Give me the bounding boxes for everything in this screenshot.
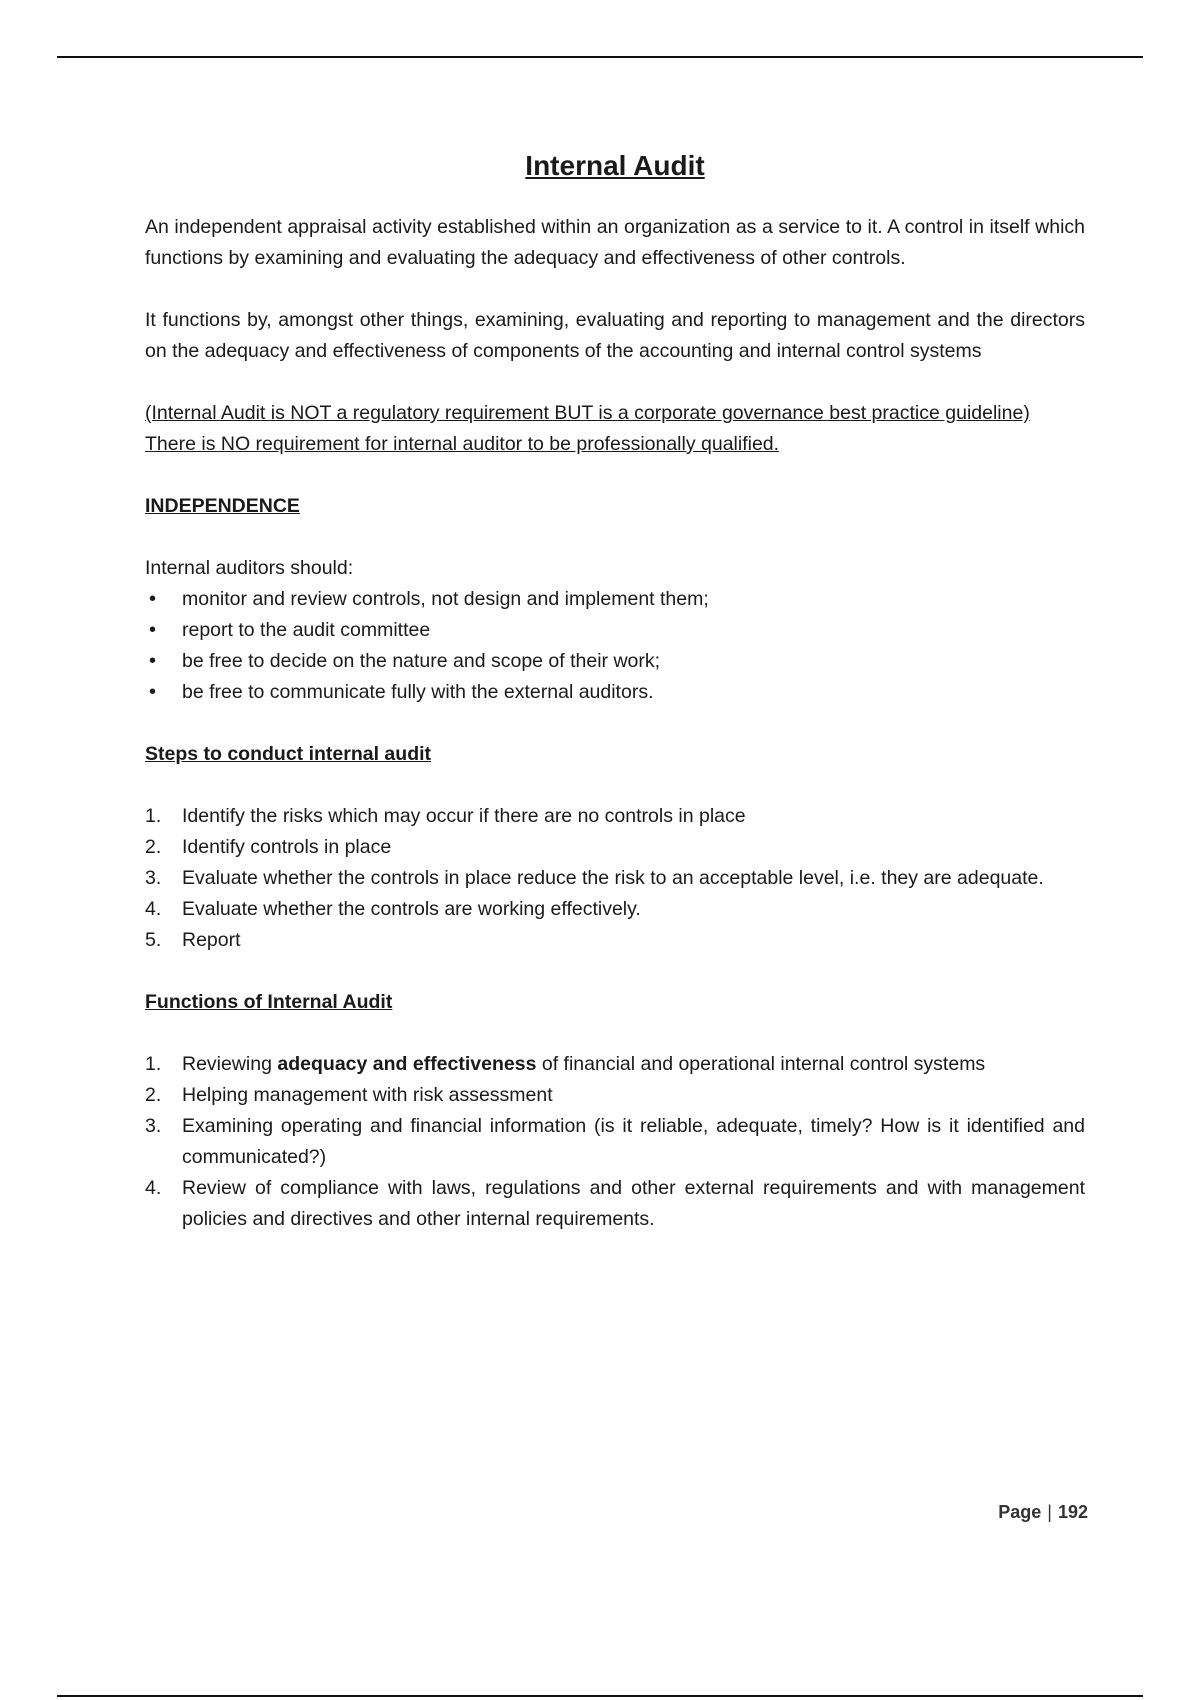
list-item: [145, 1080, 1085, 1111]
list-number: 3.: [145, 867, 162, 889]
list-item: • be free to communicate fully with the external auditors.: [145, 677, 1085, 708]
intro-paragraph-2: It functions by, amongst other things, examining, evaluating and reporting to management and the directors on the adequacy and effectiveness of components of the accounting and internal control systems: [145, 309, 1085, 362]
intro-paragraph-1: An independent appraisal activity established within an organization as a service to it. A control in itself which functions by examining and evaluating the adequacy and effectiveness of other controls.: [145, 216, 1085, 269]
list-number: 1.: [145, 1053, 162, 1075]
list-item: [145, 832, 1085, 863]
independence-list: [145, 584, 1085, 708]
list-text: Helping management with risk assessment: [182, 1084, 553, 1106]
header-rule: [57, 56, 1143, 58]
note-text-1: (Internal Audit is NOT a regulatory requirement BUT is a corporate governance best practice guideline): [145, 402, 1030, 424]
page-title: Internal Audit: [525, 150, 705, 181]
page-number: [998, 1502, 1088, 1523]
list-item: [145, 801, 1085, 832]
list-number: 3.: [145, 1115, 162, 1137]
list-text: Identify controls in place: [182, 836, 392, 858]
list-item: • monitor and review controls, not design and implement them;: [145, 584, 1085, 615]
independence-heading-line: [145, 491, 1085, 522]
list-item: • be free to decide on the nature and scope of their work;: [145, 646, 1085, 677]
list-text: Evaluate whether the controls are working effectively.: [182, 898, 641, 920]
steps-list: [145, 801, 1085, 956]
functions-heading: Functions of Internal Audit: [145, 991, 393, 1013]
list-item: [145, 1173, 1085, 1235]
list-text: Identify the risks which may occur if there are no controls in place: [182, 805, 746, 827]
list-number: 2.: [145, 836, 162, 858]
steps-heading-line: [145, 739, 1085, 770]
list-text: Examining operating and financial information (is it reliable, adequate, timely? How is it identified and communicated?): [182, 1115, 1085, 1168]
list-number: 4.: [145, 1177, 162, 1199]
page-label: Page: [998, 1502, 1042, 1522]
document-body: [145, 146, 1085, 1235]
steps-heading: Steps to conduct internal audit: [145, 743, 432, 765]
page-separator: |: [1047, 1502, 1052, 1522]
list-item: [145, 1049, 1085, 1080]
list-item: [145, 894, 1085, 925]
functions-heading-line: [145, 987, 1085, 1018]
list-number: 4.: [145, 898, 162, 920]
footer-rule: [57, 1695, 1143, 1697]
page-number-value: 192: [1057, 1502, 1088, 1522]
list-text: Evaluate whether the controls in place reduce the risk to an acceptable level, i.e. they are adequate.: [182, 867, 1044, 889]
note-line-1: [145, 398, 1085, 429]
list-number: 5.: [145, 929, 162, 951]
list-text-post: of financial and operational internal control systems: [536, 1053, 986, 1075]
note-line-2: [145, 429, 1085, 460]
independence-heading: INDEPENDENCE: [145, 495, 300, 517]
independence-lead: Internal auditors should:: [145, 557, 354, 579]
list-text-pre: Reviewing: [182, 1053, 278, 1075]
list-number: 2.: [145, 1084, 162, 1106]
list-item: • report to the audit committee: [145, 615, 1085, 646]
functions-list: [145, 1049, 1085, 1235]
list-text: Report: [182, 929, 241, 951]
list-item: [145, 1111, 1085, 1173]
note-text-2: There is NO requirement for internal auditor to be professionally qualified.: [145, 433, 780, 455]
list-text-bold: adequacy and effectiveness: [277, 1053, 537, 1075]
list-item: [145, 863, 1085, 894]
list-number: 1.: [145, 805, 162, 827]
list-text: Review of compliance with laws, regulations and other external requirements and with management policies and directives and other internal requirements.: [182, 1177, 1085, 1230]
list-item: [145, 925, 1085, 956]
